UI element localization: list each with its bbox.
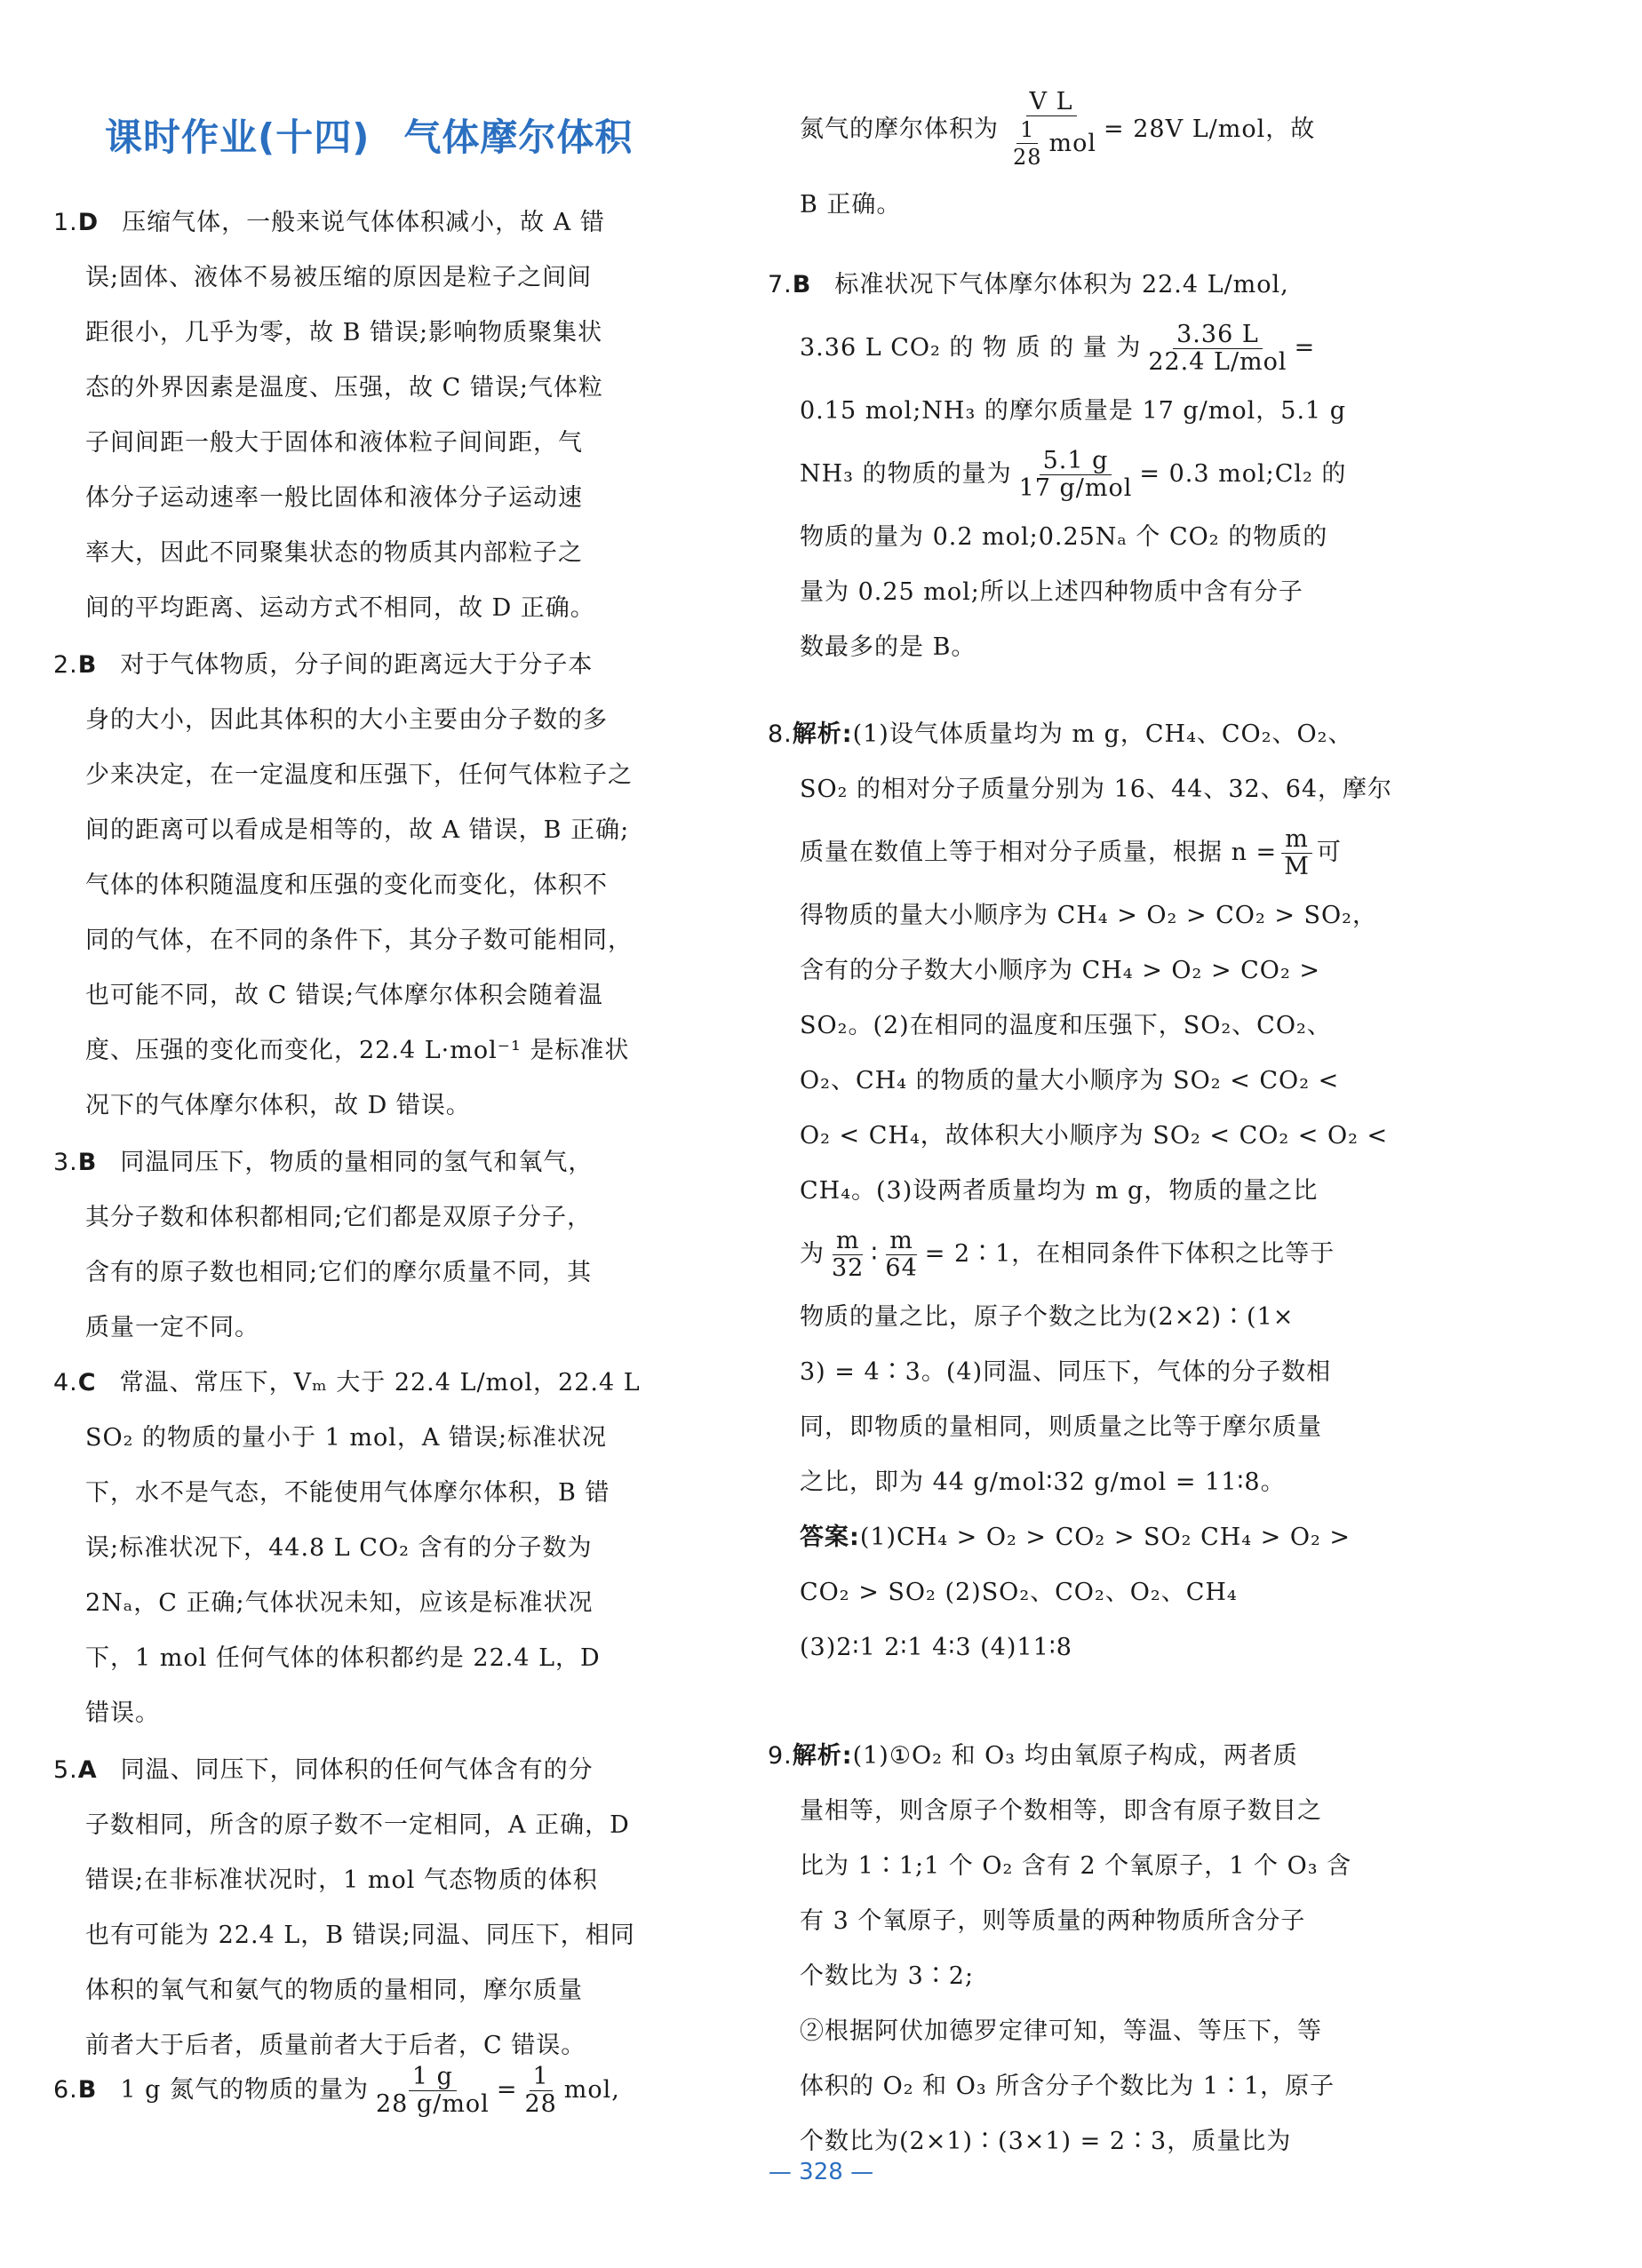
question-6: [53, 2063, 702, 2118]
text-line: 体分子运动速率一般比固体和液体分子运动速: [85, 484, 583, 512]
page-number: — 328 —: [768, 2159, 874, 2185]
text-fragment: 可: [1316, 839, 1342, 866]
fraction: [372, 2064, 493, 2118]
text-line: 少来决定，在一定温度和压强下，任何气体粒子之: [85, 761, 633, 789]
denominator: 28: [1013, 145, 1042, 170]
text-line: 错误;在非标准状况时，1 mol 气态物质的体积: [85, 1866, 598, 1894]
text-line: 气体的体积随温度和压强的变化而变化，体积不: [85, 871, 608, 899]
answer-label: 答案:: [800, 1524, 860, 1551]
question-2: [53, 638, 684, 1134]
fraction: [828, 1228, 867, 1282]
text-line: 率大，因此不同聚集状态的物质其内部粒子之: [85, 539, 583, 567]
text-fragment: 3.36 L CO₂ 的 物 质 的 量 为: [800, 334, 1142, 362]
text-line: 个数比为 3∶2;: [800, 1962, 975, 1990]
text-line: 误;标准状况下，44.8 L CO₂ 含有的分子数为: [85, 1534, 593, 1562]
text-line: CH₄。(3)设两者质量均为 m g，物质的量之比: [800, 1177, 1319, 1205]
question-number: 9.: [768, 1742, 793, 1770]
denominator: 17 g/mol: [1018, 473, 1133, 502]
text-line: 同温同压下，物质的量相同的氢气和氧气，: [120, 1149, 594, 1176]
text-line: CO₂ > SO₂ (2)SO₂、CO₂、O₂、CH₄: [800, 1579, 1238, 1606]
text-line: 下，水不是气态，不能使用气体摩尔体积，B 错: [85, 1479, 610, 1507]
text-line: 质量一定不同。: [85, 1314, 259, 1341]
text-line: 量相等，则含原子个数相等，即含有原子数目之: [800, 1797, 1322, 1825]
question-9: [768, 1729, 1399, 2169]
answer-letter: B: [77, 2076, 98, 2104]
question-7: [768, 258, 1399, 675]
text-line: 标准状况下气体摩尔体积为 22.4 L/mol,: [834, 271, 1289, 298]
text-fragment: NH₃ 的物质的量为: [800, 460, 1012, 488]
text-line: 也可能不同，故 C 错误;气体摩尔体积会随着温: [85, 982, 603, 1009]
fraction: [1280, 826, 1313, 880]
fraction: [1144, 322, 1290, 376]
answer-letter: C: [77, 1369, 97, 1397]
text-line: SO₂。(2)在相同的温度和压强下，SO₂、CO₂、: [800, 1012, 1332, 1039]
question-4: [53, 1356, 684, 1741]
text-line: 物质的量为 0.2 mol;0.25Nₐ 个 CO₂ 的物质的: [800, 523, 1328, 551]
equals-sign: =: [496, 2076, 518, 2104]
numerator: 5.1 g: [1040, 448, 1112, 475]
analysis-label: 解析:: [792, 720, 853, 748]
denominator: 32: [832, 1253, 865, 1282]
text-line: 其分子数和体积都相同;它们都是双原子分子，: [85, 1204, 593, 1231]
question-number: 2.: [53, 651, 78, 679]
numerator: 3.36 L: [1173, 322, 1263, 349]
page-title: [105, 108, 633, 162]
text-line: SO₂ 的物质的量小于 1 mol，A 错误;标准状况: [85, 1424, 608, 1452]
text-line: 数最多的是 B。: [800, 633, 976, 661]
text-line: 身的大小，因此其体积的大小主要由分子数的多: [85, 706, 608, 734]
text-fragment: = 0.3 mol;Cl₂ 的: [1139, 460, 1347, 488]
title-part-a: 课时作业(十四): [105, 115, 371, 159]
question-5: [53, 1743, 684, 2073]
numerator: V L: [1026, 89, 1077, 116]
text-line: 3) = 4∶3。(4)同温、同压下，气体的分子数相: [800, 1358, 1332, 1386]
text-line: 间的距离可以看成是相等的，故 A 错误，B 正确;: [85, 816, 630, 844]
fraction: [1002, 89, 1100, 171]
text-line: 子间间距一般大于固体和液体粒子间间距，气: [85, 429, 583, 457]
text-line: 况下的气体摩尔体积，故 D 错误。: [85, 1092, 471, 1119]
text-line: 有 3 个氧原子，则等质量的两种物质所含分子: [800, 1907, 1306, 1935]
answer-letter: B: [77, 1149, 98, 1176]
text-line: 同，即物质的量相同，则质量之比等于摩尔质量: [800, 1413, 1322, 1441]
text-line: 度、压强的变化而变化，22.4 L·mol⁻¹ 是标准状: [85, 1037, 630, 1064]
text-line: 个数比为(2×1)∶(3×1) = 2∶3，质量比为: [800, 2128, 1292, 2155]
text-line: (1)设气体质量均为 m g，CH₄、CO₂、O₂、: [852, 720, 1353, 748]
text-line: 前者大于后者，质量前者大于后者，C 错误。: [85, 2032, 586, 2059]
text-fragment: mol,: [563, 2076, 620, 2104]
text-line: 量为 0.25 mol;所以上述四种物质中含有分子: [800, 578, 1303, 606]
text-fragment: 1 g 氮气的物质的量为: [120, 2076, 369, 2104]
text-line: 比为 1∶1;1 个 O₂ 含有 2 个氧原子，1 个 O₃ 含: [800, 1852, 1352, 1880]
text-line: 子数相同，所含的原子数不一定相同，A 正确，D: [85, 1811, 630, 1839]
text-line: SO₂ 的相对分子质量分别为 16、44、32、64，摩尔: [800, 776, 1393, 803]
denominator: [1002, 116, 1100, 171]
text-line: 间的平均距离、运动方式不相同，故 D 正确。: [85, 594, 595, 622]
text-line: B 正确。: [800, 191, 902, 219]
text-fragment: = 2∶1，在相同条件下体积之比等于: [924, 1240, 1335, 1268]
unit: mol: [1048, 129, 1097, 157]
text-line: 对于气体物质，分子间的距离远大于分子本: [120, 651, 594, 679]
text-line: O₂ < CH₄，故体积大小顺序为 SO₂ < CO₂ < O₂ <: [800, 1122, 1389, 1150]
text-line: 错误。: [85, 1699, 160, 1727]
numerator: 1: [530, 2064, 553, 2091]
text-line: 物质的量之比，原子个数之比为(2×2)∶(1×: [800, 1303, 1295, 1331]
text-line: 2Nₐ，C 正确;气体状况未知，应该是标准状况: [85, 1589, 594, 1617]
question-8: [768, 707, 1399, 1675]
question-number: 8.: [768, 720, 793, 748]
question-3: [53, 1135, 684, 1356]
text-line: 含有的分子数大小顺序为 CH₄ > O₂ > CO₂ >: [800, 957, 1320, 984]
text-fragment: =: [1294, 334, 1316, 362]
text-line: 0.15 mol;NH₃ 的摩尔质量是 17 g/mol，5.1 g: [800, 397, 1347, 425]
text-line: ②根据阿伏加德罗定律可知，等温、等压下，等: [800, 2017, 1322, 2045]
denominator: 28 g/mol: [376, 2089, 490, 2118]
ratio-colon: ∶: [871, 1240, 879, 1268]
text-line: 态的外界因素是温度、压强，故 C 错误;气体粒: [85, 374, 603, 402]
question-1: [53, 195, 684, 636]
text-line: 同温、同压下，同体积的任何气体含有的分: [120, 1756, 594, 1784]
text-line: O₂、CH₄ 的物质的量大小顺序为 SO₂ < CO₂ <: [800, 1067, 1340, 1094]
numerator: m: [886, 1228, 917, 1255]
denominator: M: [1284, 852, 1310, 880]
answer-letter: B: [792, 271, 812, 298]
question-number: 3.: [53, 1149, 78, 1176]
text-line: (1)CH₄ > O₂ > CO₂ > SO₂ CH₄ > O₂ >: [859, 1524, 1351, 1551]
text-line: 得物质的量大小顺序为 CH₄ > O₂ > CO₂ > SO₂，: [800, 902, 1378, 929]
answer-letter: D: [77, 209, 100, 236]
question-number: 6.: [53, 2076, 78, 2104]
question-number: 5.: [53, 1756, 78, 1784]
fraction: [1016, 448, 1136, 502]
question-number: 7.: [768, 271, 793, 298]
denominator: 28: [524, 2089, 557, 2118]
text-line: 误;固体、液体不易被压缩的原因是粒子之间间: [85, 264, 593, 291]
text-line: (3)2∶1 2∶1 4∶3 (4)11∶8: [800, 1634, 1072, 1661]
inner-fraction: [1009, 116, 1046, 171]
answer-letter: B: [77, 651, 98, 679]
numerator: 1 g: [409, 2064, 457, 2091]
text-fragment: 氮气的摩尔体积为: [800, 115, 999, 143]
text-fragment: 质量在数值上等于相对分子质量，根据 n =: [800, 839, 1278, 866]
numerator: m: [833, 1228, 864, 1255]
title-part-b: 气体摩尔体积: [403, 115, 634, 159]
answer-letter: A: [77, 1756, 98, 1784]
text-line: 之比，即为 44 g/mol∶32 g/mol = 11∶8。: [800, 1468, 1286, 1496]
text-line: 体积的 O₂ 和 O₃ 所含分子个数比为 1∶1，原子: [800, 2073, 1335, 2100]
question-number: 1.: [53, 209, 78, 236]
numerator: m: [1281, 826, 1312, 854]
denominator: 64: [885, 1253, 918, 1282]
analysis-label: 解析:: [792, 1742, 853, 1770]
text-fragment: 为: [800, 1240, 825, 1268]
question-6-continued: [800, 88, 1404, 233]
text-line: 体积的氧气和氨气的物质的量相同，摩尔质量: [85, 1977, 583, 2004]
text-line: 压缩气体，一般来说气体体积减小，故 A 错: [122, 209, 605, 236]
text-line: 距很小，几乎为零，故 B 错误;影响物质聚集状: [85, 319, 603, 346]
fraction: [521, 2064, 560, 2118]
text-fragment: = 28V L/mol，故: [1104, 115, 1316, 143]
question-number: 4.: [53, 1369, 78, 1397]
text-line: 同的气体，在不同的条件下，其分子数可能相同，: [85, 927, 633, 954]
text-line: 含有的原子数也相同;它们的摩尔质量不同，其: [85, 1259, 593, 1286]
fraction: [881, 1228, 921, 1282]
denominator: 22.4 L/mol: [1148, 347, 1287, 376]
text-line: (1)①O₂ 和 O₃ 均由氧原子构成，两者质: [852, 1742, 1298, 1770]
text-line: 常温、常压下，Vₘ 大于 22.4 L/mol，22.4 L: [119, 1369, 641, 1397]
text-line: 也有可能为 22.4 L，B 错误;同温、同压下，相同: [85, 1922, 635, 1949]
text-line: 下，1 mol 任何气体的体积都约是 22.4 L，D: [85, 1644, 601, 1672]
numerator: 1: [1016, 116, 1038, 144]
